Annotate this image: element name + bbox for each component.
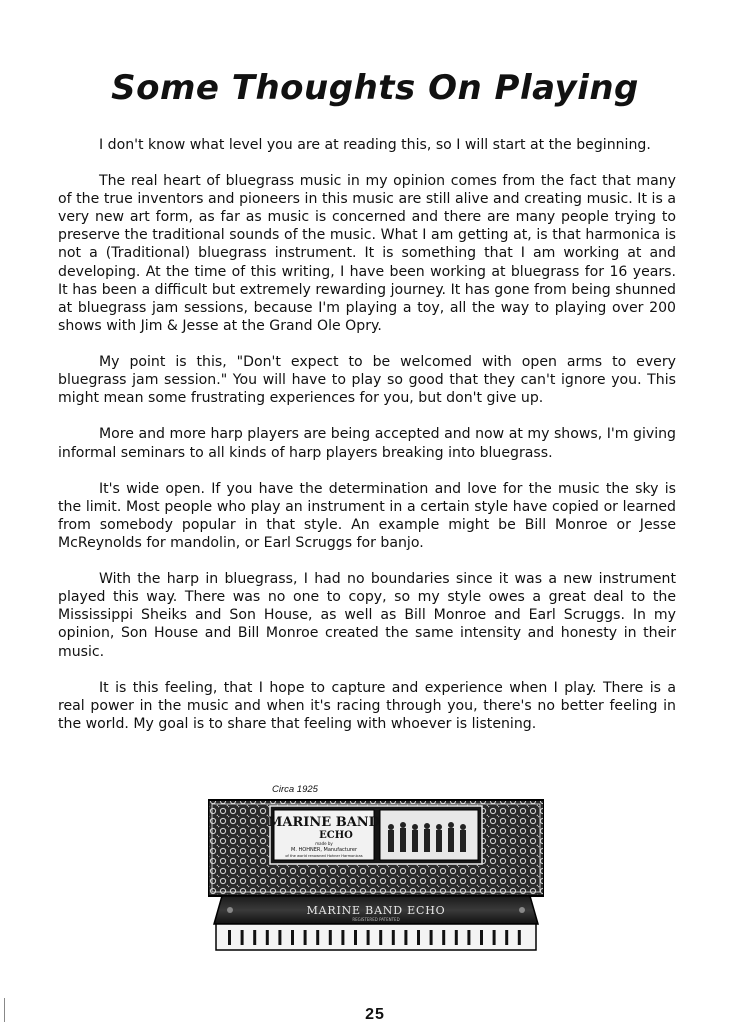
maker-line-3: of the world renowned Hohner Harmonicas [285,854,363,858]
body-text [58,136,676,751]
comb-hole [505,930,508,945]
label-main: MARINE BAND [268,815,380,830]
image-caption: Circa 1925 [272,784,318,795]
harmonica-plate [214,896,538,924]
comb-hole [278,930,281,945]
comb-hole [480,930,483,945]
paragraph-4: More and more harp players are being accepted and now at my shows, I'm giving informal seminars to all kinds of harp players breaking into bluegrass. [58,426,676,461]
comb-hole [329,930,332,945]
paragraph-6: With the harp in bluegrass, I had no boundaries since it was a new instrument played this way. There was no one to copy, so my style owes a great deal to the Mississippi Sheiks and Son House, as well as Bill Monroe and Earl Scruggs. In my opinion, Son House and Bill Monroe created the same intensity and honesty in their music. [58,571,676,660]
maker-line-2: M. HOHNER, Manufacturer [291,847,357,853]
harmonica-box [208,800,544,896]
comb-hole [404,930,407,945]
comb-hole [228,930,231,945]
comb-hole [354,930,357,945]
comb-hole [467,930,470,945]
harmonica-comb [216,924,536,950]
scan-mark [4,998,5,1022]
comb-hole [316,930,319,945]
page-title: Some Thoughts On Playing [111,68,639,108]
paragraph-7: It is this feeling, that I hope to capture and experience when I play. There is a real power in the music and when it's racing through you, there's no better feeling in the world. My goal is to share that feeling with whoever is listening. [58,679,676,732]
paragraph-3: My point is this, "Don't expect to be welcomed with open arms to every bluegrass jam session." You will have to play so good that they can't ignore you. This might mean some frustrating experiences for you, but don't give up. [58,354,676,407]
plate-subtext: REGISTERED PATENTED [352,917,400,922]
paragraph-5: It's wide open. If you have the determination and love for the music the sky is the limit. Most people who play an instrument in a certain style have copied or learned from somebody popular in that style. An example might be Bill Monroe or Jesse McReynolds for mandolin, or Earl Scruggs for banjo. [58,480,676,551]
comb-hole [367,930,370,945]
comb-hole [455,930,458,945]
comb-hole [493,930,496,945]
paragraph-2: The real heart of bluegrass music in my opinion comes from the fact that many of the true inventors and pioneers in this music are still alive and creating music. It is a very new art form, as far as music is concerned and there are many people trying to preserve the traditional sounds of the music. What I am getting at, is that harmonica is not a (Traditional) bluegrass instrument. It is something that I am working at and developing. At the time of this writing, I have been working at bluegrass for 16 years. It has been a difficult but extremely rewarding journey. It has gone from being shunned at bluegrass jam sessions, because I'm playing a toy, all the way to playing over 200 shows with Jim & Jesse at the Grand Ole Opry. [58,173,676,334]
comb-hole [241,930,244,945]
harmonica-illustration [208,796,544,954]
comb-hole [417,930,420,945]
comb-hole [304,930,307,945]
comb-hole [291,930,294,945]
comb-hole [442,930,445,945]
plate-text: MARINE BAND ECHO [306,904,446,917]
comb-hole [392,930,395,945]
comb-hole [253,930,256,945]
maker-line-1: made by [315,841,333,846]
page-number: 25 [365,1006,385,1023]
comb-hole [430,930,433,945]
comb-hole [379,930,382,945]
comb-hole [341,930,344,945]
label-sub: ECHO [319,830,353,841]
paragraph-1: I don't know what level you are at reading this, so I will start at the beginning. [99,137,651,153]
comb-hole [266,930,269,945]
comb-hole [518,930,521,945]
